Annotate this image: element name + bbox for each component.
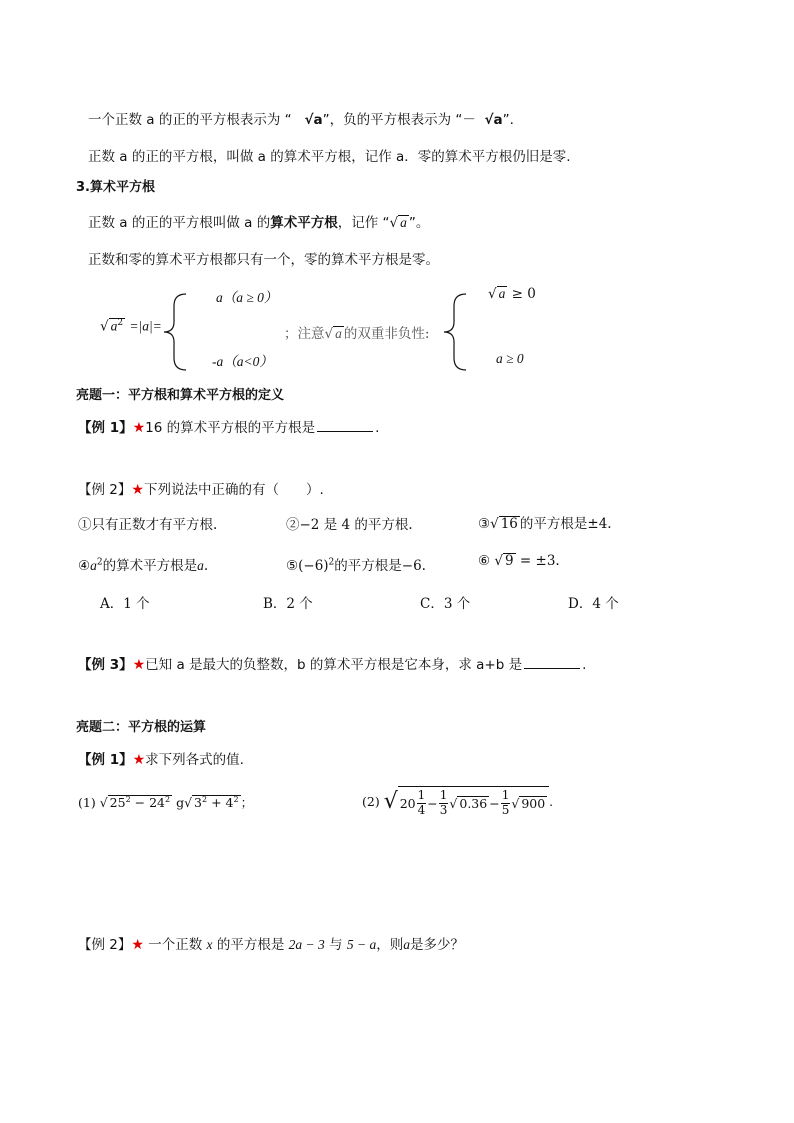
case-nonnegative: a（a ≥ 0） bbox=[216, 290, 278, 305]
option-a[interactable]: A．1 个 bbox=[100, 596, 150, 612]
statement-2: ②−2 是 4 的平方根. bbox=[286, 517, 413, 533]
double-nonnegativity-note: ；注意√ a 的双重非负性: bbox=[284, 326, 430, 342]
topic-title: 亮题二：平方根的运算 bbox=[76, 720, 207, 735]
statement-1: ①只有正数才有平方根. bbox=[78, 517, 218, 533]
star-icon: ★ bbox=[131, 937, 144, 953]
option-c[interactable]: C．3 个 bbox=[420, 596, 471, 612]
option-d[interactable]: D．4 个 bbox=[568, 596, 619, 612]
statement-3: ③√ 16 的平方根是±4. bbox=[478, 516, 612, 532]
sqrt-a-symbol: √a bbox=[304, 112, 323, 128]
left-brace-icon bbox=[160, 292, 200, 372]
star-icon: ★ bbox=[132, 657, 146, 673]
sqrt-notation-line: 一个正数 a 的正的平方根表示为 “ √a”，负的平方根表示为 “－ √a”. bbox=[88, 112, 514, 128]
section-paragraph-2: 正数和零的算术平方根都只有一个，零的算术平方根是零。 bbox=[88, 252, 439, 268]
statement-6: ⑥ √ 9 = ±3. bbox=[478, 553, 560, 569]
case-negative: -a（a<0） bbox=[212, 354, 273, 369]
topic-title: 亮题一：平方根和算术平方根的定义 bbox=[76, 388, 285, 403]
option-b[interactable]: B．2 个 bbox=[263, 596, 313, 612]
neg-sqrt-a-symbol: √a bbox=[484, 112, 503, 128]
calc-expression-1: (1) √ $25^2 - 24^2$ g√ $3^2 + 4^2$ ； bbox=[78, 794, 254, 810]
sqrt-a-symbol: a bbox=[400, 215, 407, 230]
example-4: 【例 1】★求下列各式的值. bbox=[78, 752, 244, 768]
calc-expression-2: (2) √ 20 $\frac{1}{4}$ − $\frac{1}{3}$ √ 0.36 − $\frac{1}{5}$ √ 900 . bbox=[362, 788, 554, 817]
star-icon: ★ bbox=[132, 752, 146, 768]
answer-blank[interactable] bbox=[317, 421, 373, 432]
arith-root-definition-line: 正数 a 的正的平方根，叫做 a 的算术平方根，记作 a．零的算术平方根仍旧是零. bbox=[88, 149, 571, 165]
star-icon: ★ bbox=[131, 482, 144, 498]
right-brace-icon bbox=[440, 292, 480, 372]
answer-blank[interactable] bbox=[524, 658, 580, 669]
example-5: 【例 2】★ 一个正数 x 的平方根是 2a − 3 与 5 − a，则a是多少？ bbox=[78, 937, 464, 953]
statement-5: $⑤(-6)^2$的平方根是−6. bbox=[286, 557, 426, 574]
condition-sqrt-nonneg: √ a ≥ 0 bbox=[488, 286, 536, 302]
section-heading: 3.算术平方根 bbox=[76, 180, 155, 195]
abs-value-formula: √ $a^2 =|a|=$ bbox=[100, 318, 162, 335]
example-2: 【例 2】★下列说法中正确的有（ ）. bbox=[78, 482, 324, 498]
star-icon: ★ bbox=[132, 420, 146, 436]
statement-4: $④a^2$的算术平方根是a. bbox=[78, 557, 209, 574]
example-1: 【例 1】★16 的算术平方根的平方根是 . bbox=[78, 420, 380, 436]
example-3: 【例 3】★已知 a 是最大的负整数，b 的算术平方根是它本身，求 a+b 是 . bbox=[78, 657, 587, 673]
section-paragraph-1: 正数 a 的正的平方根叫做 a 的算术平方根，记作 “√ a ”。 bbox=[88, 215, 430, 231]
condition-a-nonneg: a ≥ 0 bbox=[496, 351, 524, 366]
